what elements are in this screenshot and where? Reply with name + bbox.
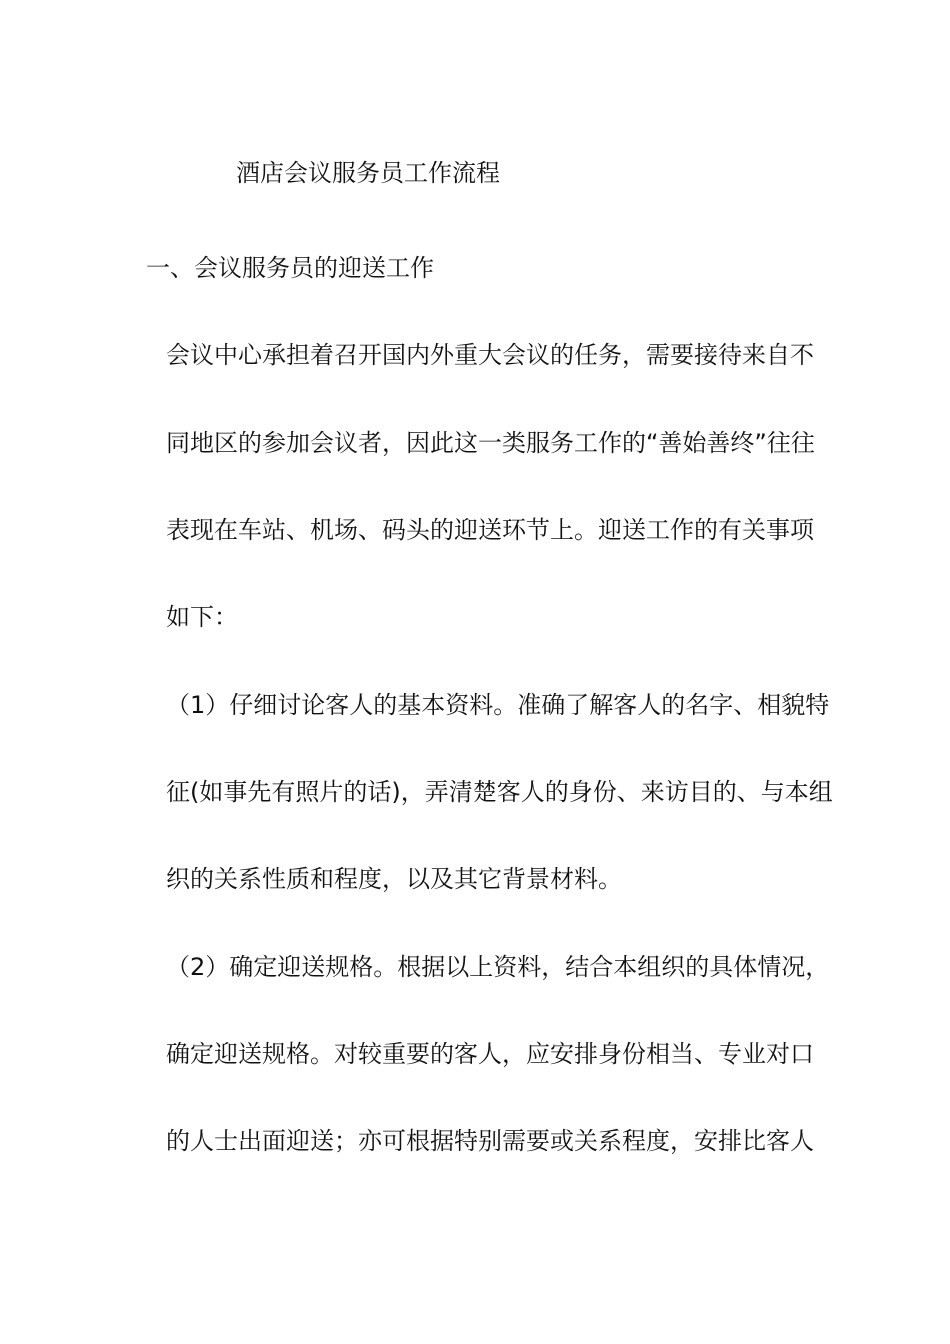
paragraph-line: 征(如事先有照片的话)，弄清楚客人的身份、来访目的、与本组	[166, 778, 833, 806]
section-heading: 一、会议服务员的迎送工作	[146, 254, 434, 282]
paragraph-line: 织的关系性质和程度，以及其它背景材料。	[166, 865, 622, 893]
paragraph-line: （1）仔细讨论客人的基本资料。准确了解客人的名字、相貌特	[166, 691, 830, 719]
paragraph-line: 的人士出面迎送；亦可根据特别需要或关系程度，安排比客人	[166, 1127, 814, 1155]
paragraph-line: 会议中心承担着召开国内外重大会议的任务，需要接待来自不	[166, 341, 814, 369]
paragraph-line: 同地区的参加会议者，因此这一类服务工作的“善始善终”往往	[166, 429, 815, 457]
paragraph-line: 确定迎送规格。对较重要的客人，应安排身份相当、专业对口	[166, 1040, 814, 1068]
paragraph-line: 表现在车站、机场、码头的迎送环节上。迎送工作的有关事项	[166, 516, 814, 544]
paragraph-line: 如下：	[166, 603, 238, 631]
paragraph-line: （2）确定迎送规格。根据以上资料，结合本组织的具体情况，	[166, 953, 830, 981]
document-title: 酒店会议服务员工作流程	[236, 159, 500, 187]
